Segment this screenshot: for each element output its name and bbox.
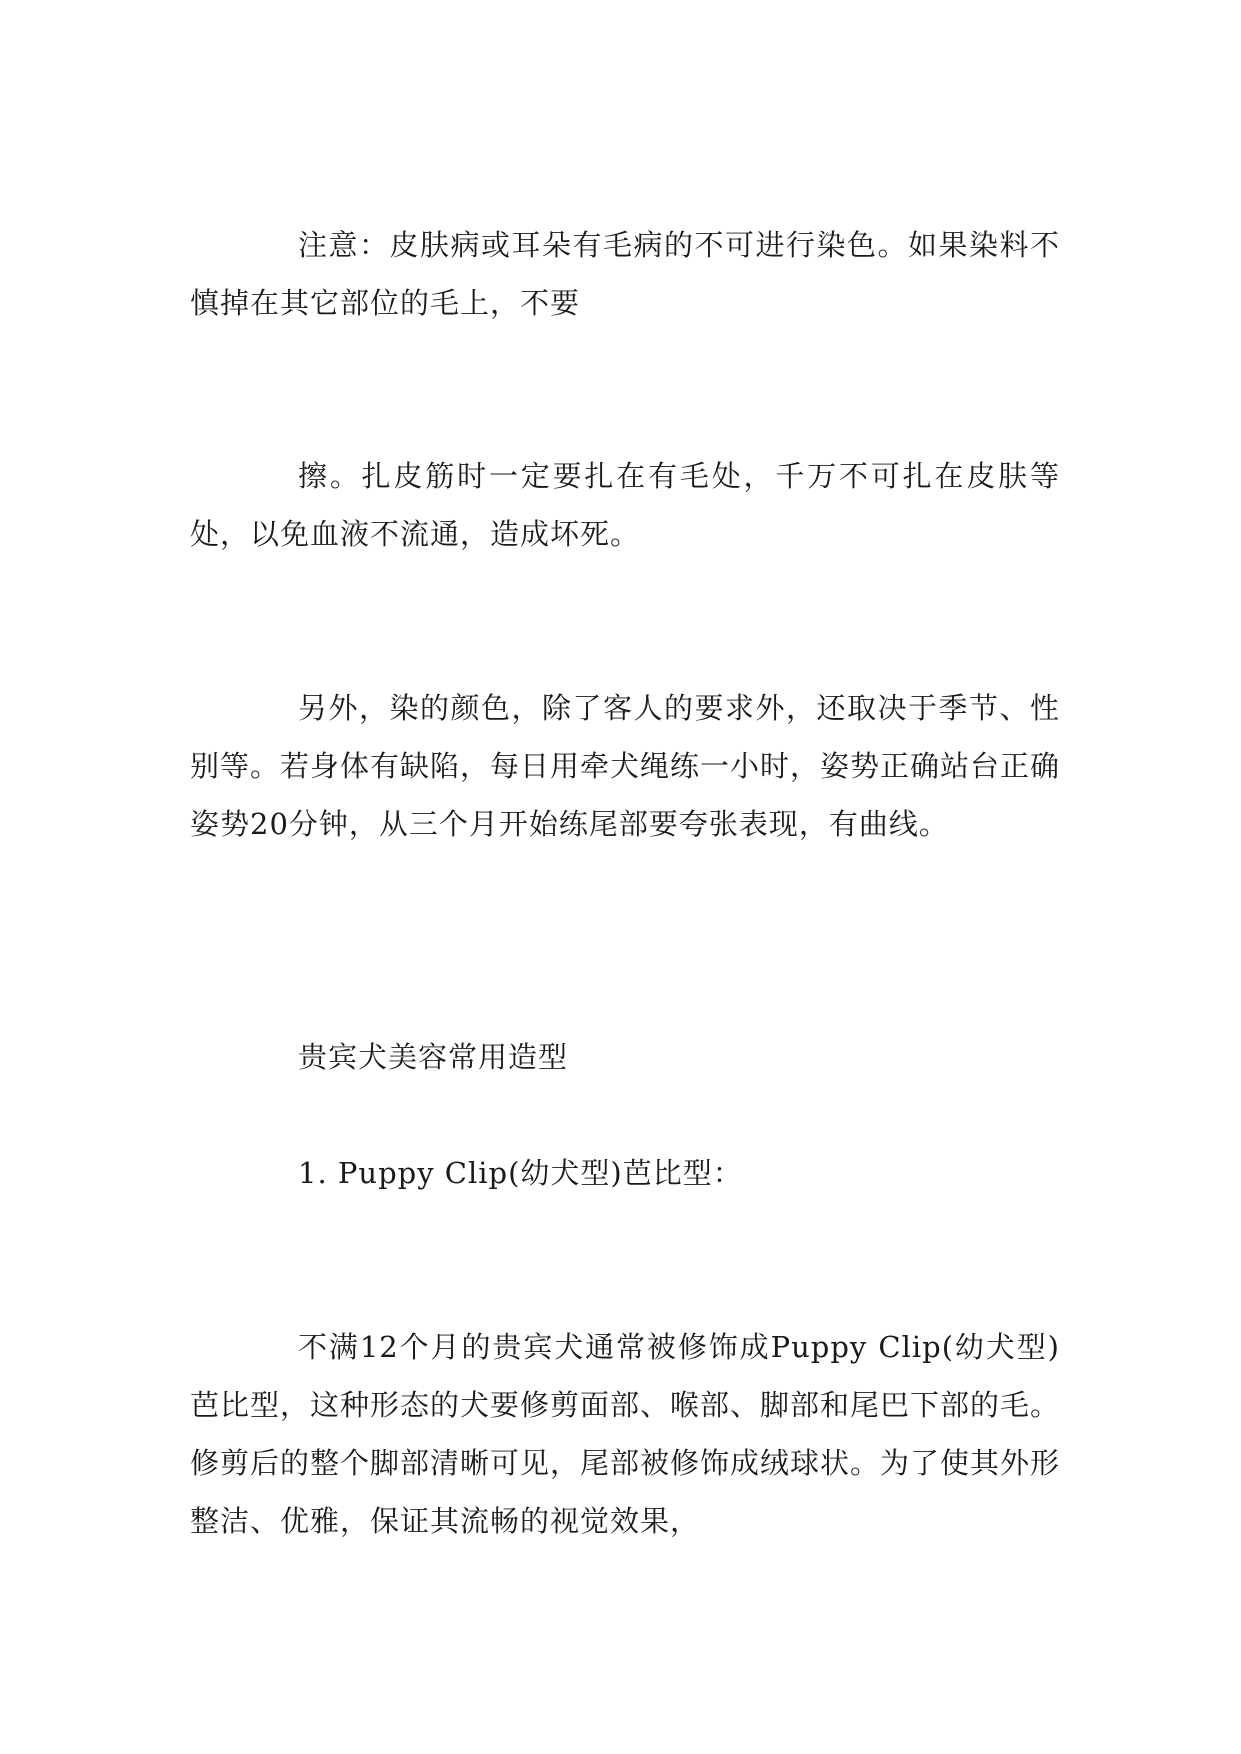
paragraph-puppy-clip: 不满12个月的贵宾犬通常被修饰成Puppy Clip(幼犬型)芭比型，这种形态的犬要修剪面部、喉部、脚部和尾巴下部的毛。修剪后的整个脚部清晰可见，尾部被修饰成绒球状。为了使其外形整洁、优雅，保证其流畅的视觉效果， (190, 1330, 1061, 1538)
paragraph-color-choice: 另外，染的颜色，除了客人的要求外，还取决于季节、性别等。若身体有缺陷，每日用牵犬绳练一小时，姿势正确站台正确姿势20分钟，从三个月开始练尾部要夸张表现，有曲线。 (190, 691, 1061, 841)
subsection-heading-puppy-clip: 1. Puppy Clip(幼犬型)芭比型： (298, 1156, 743, 1190)
paragraph-dye-caution: 注意：皮肤病或耳朵有毛病的不可进行染色。如果染料不慎掉在其它部位的毛上，不要 (190, 228, 1060, 320)
section-heading: 贵宾犬美容常用造型 (298, 1040, 569, 1074)
paragraph-rubber-band: 擦。扎皮筋时一定要扎在有毛处，千万不可扎在皮肤等处，以免血液不流通，造成坏死。 (190, 459, 1060, 551)
